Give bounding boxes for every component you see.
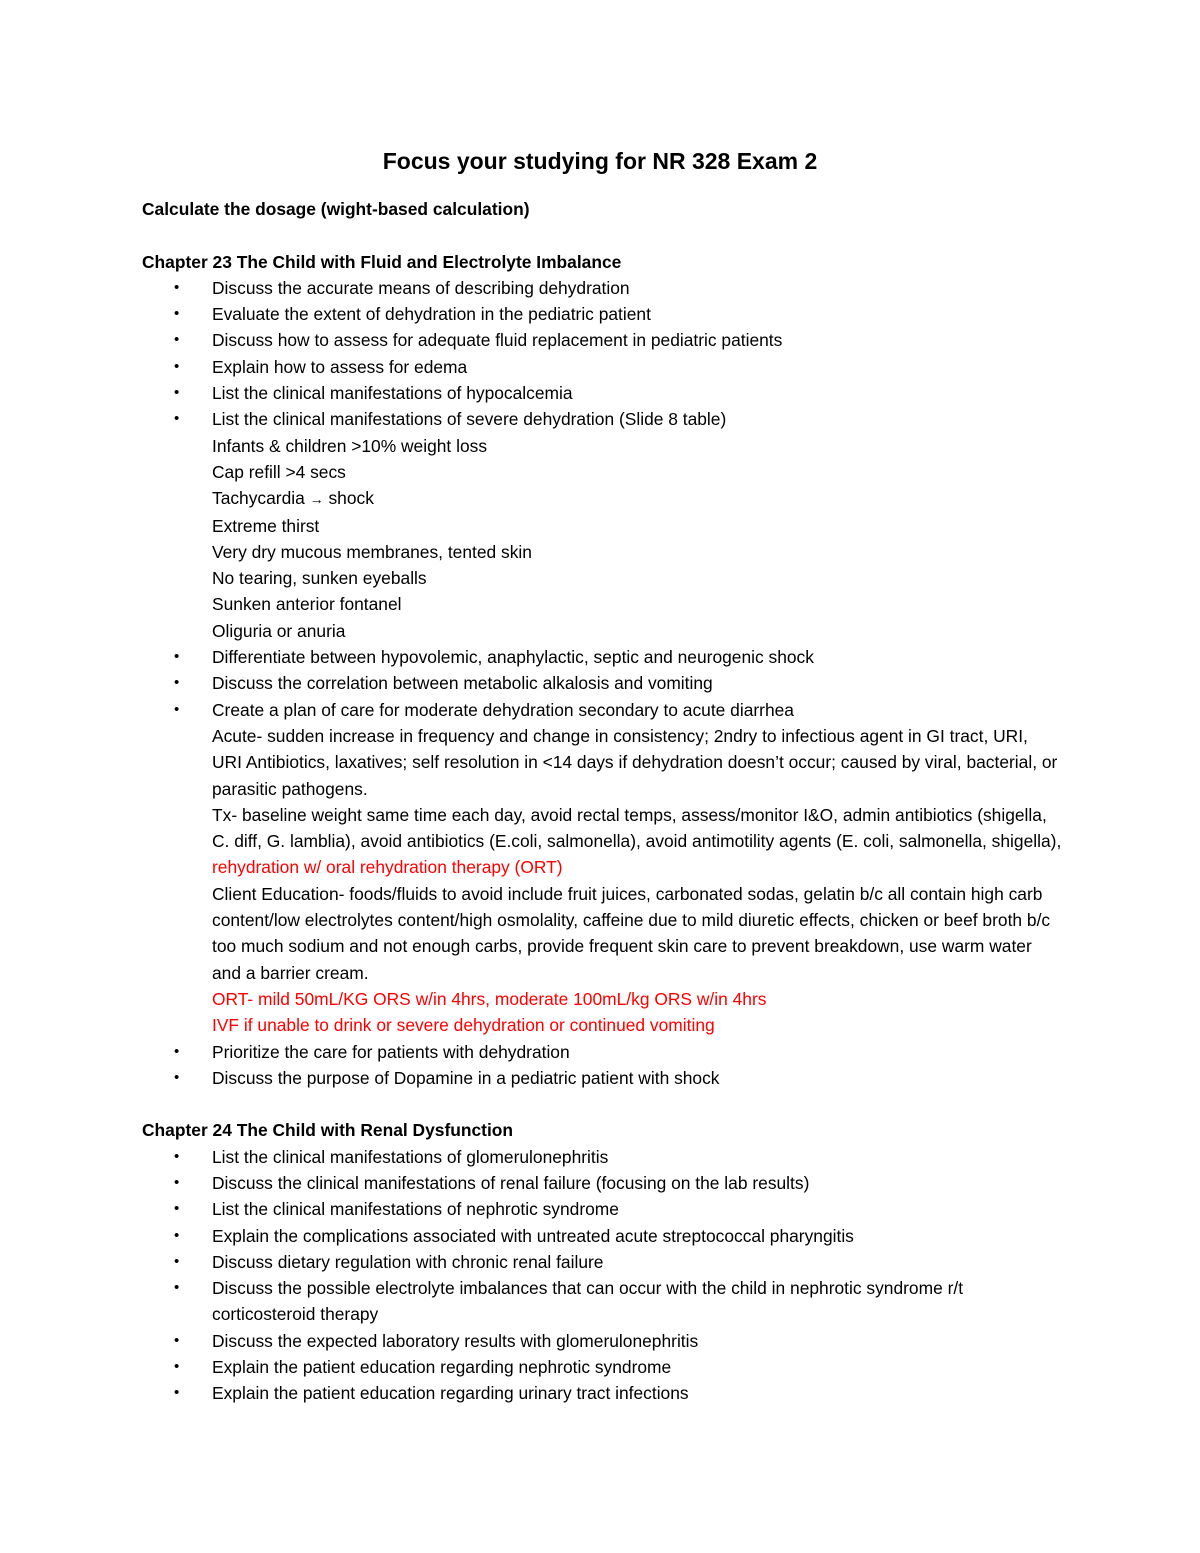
bullet-icon: • (174, 305, 180, 323)
list-item: • List the clinical manifestations of nephrotic syndrome (142, 1196, 1062, 1222)
bullet-icon: • (174, 1147, 180, 1165)
spacer (142, 1091, 1062, 1117)
list-item: • Discuss the correlation between metabolic alkalosis and vomiting (142, 670, 1062, 696)
bullet-icon: • (174, 700, 180, 718)
list-item: • Explain how to assess for edema (142, 354, 1062, 380)
bullet-icon: • (174, 384, 180, 402)
bullet-icon: • (174, 648, 180, 666)
treatment-note: Tx- baseline weight same time each day, avoid rectal temps, assess/monitor I&O, admin antibiotics (shigella, C. diff, G. lamblia), avoid antibiotics (E.coli, salmonella), avoid antimotility agents (E. coli, salmonella, shigella), rehydration w/ oral rehydration therapy (ORT) (212, 804, 1062, 878)
list-item: • Explain the patient education regarding nephrotic syndrome (142, 1354, 1062, 1380)
bullet-icon: • (174, 1200, 180, 1218)
note-line: Cap refill >4 secs (212, 461, 346, 482)
document-body (142, 196, 1062, 1407)
page-title: Focus your studying for NR 328 Exam 2 (382, 148, 818, 174)
bullet-icon: • (174, 1331, 180, 1349)
ivf-note: IVF if unable to drink or severe dehydration or continued vomiting (212, 1015, 715, 1036)
bullet-icon: • (174, 357, 180, 375)
arrow-right-icon: → (309, 491, 324, 508)
note-line: Tachycardia → shock (212, 488, 374, 509)
list-item: • List the clinical manifestations of hypocalcemia (142, 380, 1062, 406)
bullet-icon: • (174, 1358, 180, 1376)
list-item: • Discuss how to assess for adequate fluid replacement in pediatric patients (142, 327, 1062, 353)
list-item: • List the clinical manifestations of severe dehydration (Slide 8 table) (142, 406, 1062, 432)
list-item: • Discuss the purpose of Dopamine in a pediatric patient with shock (142, 1065, 1062, 1091)
acute-note: Acute- sudden increase in frequency and change in consistency; 2ndry to infectious agent in GI tract, URI, URI Antibiotics, laxatives; self resolution in <14 days if dehydration doesn’t occur; caused by viral, bacterial, or parasitic pathogens. (212, 725, 1058, 799)
list-item: • List the clinical manifestations of glomerulonephritis (142, 1144, 1062, 1170)
bullet-icon: • (174, 1226, 180, 1244)
note-line: Extreme thirst (212, 515, 320, 536)
list-item: • Explain the patient education regarding urinary tract infections (142, 1380, 1062, 1406)
list-item: • Discuss the clinical manifestations of renal failure (focusing on the lab results) (142, 1170, 1062, 1196)
bullet-icon: • (174, 1173, 180, 1191)
list-item: • Prioritize the care for patients with dehydration (142, 1039, 1062, 1065)
bullet-icon: • (174, 1252, 180, 1270)
note-line: Very dry mucous membranes, tented skin (212, 541, 532, 562)
list-item: • Explain the complications associated with untreated acute streptococcal pharyngitis (142, 1223, 1062, 1249)
list-item: • Create a plan of care for moderate dehydration secondary to acute diarrhea (142, 697, 1062, 723)
note-line: Oliguria or anuria (212, 620, 346, 641)
chapter-24-heading: Chapter 24 The Child with Renal Dysfunction (142, 1120, 514, 1141)
severe-dehydration-notes (142, 433, 1062, 644)
chapter-23-list-c (142, 1039, 1062, 1092)
list-item: • Evaluate the extent of dehydration in the pediatric patient (142, 301, 1062, 327)
list-item: • Discuss the accurate means of describing dehydration (142, 275, 1062, 301)
dosage-heading: Calculate the dosage (wight-based calculation) (142, 199, 530, 219)
bullet-icon: • (174, 331, 180, 349)
list-item: • Discuss the possible electrolyte imbalances that can occur with the child in nephrotic syndrome r/t corticosteroid therapy (142, 1275, 1062, 1328)
bullet-icon: • (174, 1042, 180, 1060)
bullet-icon: • (174, 278, 180, 296)
bullet-icon: • (174, 410, 180, 428)
education-note: Client Education- foods/fluids to avoid include fruit juices, carbonated sodas, gelatin b/c all contain high carb content/low electrolytes content/high osmolality, caffeine due to mild diuretic effects, chicken or beef broth b/c too much sodium and not enough carbs, provide frequent skin care to prevent breakdown, use warm water and a barrier cream. (212, 883, 1051, 983)
ort-dosing-note: ORT- mild 50mL/KG ORS w/in 4hrs, moderate 100mL/kg ORS w/in 4hrs (212, 988, 767, 1009)
chapter-23-list (142, 275, 1062, 433)
list-item: • Discuss the expected laboratory results with glomerulonephritis (142, 1328, 1062, 1354)
chapter-23-list-b (142, 644, 1062, 723)
bullet-icon: • (174, 1068, 180, 1086)
spacer (142, 222, 1062, 248)
bullet-icon: • (174, 1384, 180, 1402)
care-plan-notes (142, 723, 1062, 1039)
chapter-24-list (142, 1144, 1062, 1407)
note-line: Sunken anterior fontanel (212, 594, 402, 615)
list-item: • Differentiate between hypovolemic, anaphylactic, septic and neurogenic shock (142, 644, 1062, 670)
note-line: Infants & children >10% weight loss (212, 435, 488, 456)
bullet-icon: • (174, 674, 180, 692)
note-line: No tearing, sunken eyeballs (212, 568, 427, 589)
bullet-icon: • (174, 1279, 180, 1297)
chapter-23-heading: Chapter 23 The Child with Fluid and Electrolyte Imbalance (142, 251, 622, 272)
ort-highlight: rehydration w/ oral rehydration therapy (ORT) (212, 857, 563, 878)
list-item: • Discuss dietary regulation with chronic renal failure (142, 1249, 1062, 1275)
